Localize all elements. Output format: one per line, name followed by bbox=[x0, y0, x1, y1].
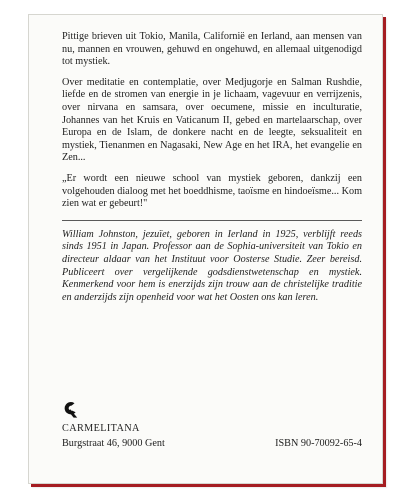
divider bbox=[62, 220, 362, 221]
quote-paragraph: „Er wordt een nieuwe school van mystiek geboren, dankzij een volgehouden dialoog met het boeddhisme, taoïsme en hindoeïsme... Kom zien wat er gebeurt!" bbox=[62, 172, 362, 210]
blurb-block bbox=[62, 31, 362, 304]
publisher-footer bbox=[62, 400, 362, 450]
book-back-cover bbox=[28, 14, 383, 484]
publisher-name: CARMELITANA bbox=[62, 423, 140, 434]
publisher-address: Burgstraat 46, 9000 Gent bbox=[62, 438, 165, 449]
intro-paragraph: Pittige brieven uit Tokio, Manila, Californië en Ierland, aan mensen van nu, mannen en vrouwen, gehuwd en ongehuwd, en allemaal uitgenodigd tot mystiek. bbox=[62, 31, 362, 68]
address-row bbox=[62, 437, 362, 450]
author-bio: William Johnston, jezuïet, geboren in Ierland in 1925, verblijft reeds sinds 1951 in Japan. Professor aan de Sophia-universiteit van Tokio en directeur aldaar van het Instituut voor Oosterse Studie. Zeer bereisd. Publiceert over vergelijkende godsdienstwetenschap en mystiek. Kenmerkend voor hem is enerzijds zijn trouw aan de christelijke traditie en anderzijds zijn openheid voor wat het Oosten ons kan leren. bbox=[62, 228, 362, 303]
isbn: ISBN 90-70092-65-4 bbox=[275, 438, 362, 449]
carmelitana-logo-icon bbox=[62, 400, 78, 418]
topics-paragraph: Over meditatie en contemplatie, over Medjugorje en Salman Rushdie, liefde en de stromen van energie in je lichaam, vagevuur en verrijzenis, over nirvana en samsara, over oecumene, missie en inculturatie, Johannes van het Kruis en Vaticanum II, gebed en martelaarschap, over Europa en de Islam, de donkere nacht en de leegte, seksualiteit en mystiek, Tienanmen en Nagasaki, New Age en het IRA, het evangelie en Zen... bbox=[62, 76, 362, 164]
